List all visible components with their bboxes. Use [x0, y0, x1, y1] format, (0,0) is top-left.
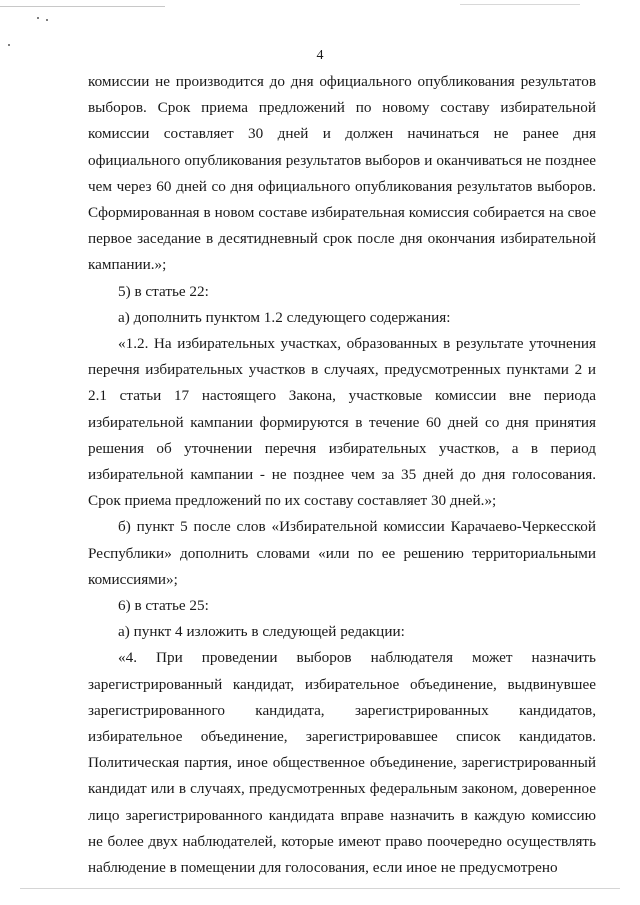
paragraph: б) пункт 5 после слов «Избирательной комиссии Карачаево-Черкесской Республики» дополнить словами «или по ее решению территориальными комиссиями»;: [88, 518, 596, 588]
paragraph: «1.2. На избирательных участках, образованных в результате уточнения перечня избирательных участков в случаях, предусмотренных пунктами 2 и 2.1 статьи 17 настоящего Закона, участковые комиссии вне периода избирательной кампании формируются в течение 60 дней со дня принятия решения об уточнении перечня избирательных участков, а в период избирательной кампании - не позднее чем за 35 дней до дня голосования. Срок приема предложений по их составу составляет 30 дней.»;: [88, 335, 596, 510]
scan-artifact-line: [460, 4, 580, 5]
paragraph: комиссии не производится до дня официального опубликования результатов выборов. Срок приема предложений по новому составу избирательной комиссии составляет 30 дней и должен начинаться не ранее дня официального опубликования результатов выборов и оканчиваться не позднее чем через 60 дней со дня официального опубликования результатов выборов. Сформированная в новом составе избирательная комиссия собирается на свое первое заседание в десятидневный срок после дня окончания избирательной кампании.»;: [88, 73, 596, 274]
scan-artifact-line: [0, 6, 165, 7]
paragraph: 6) в статье 25:: [118, 597, 209, 615]
page-number: 4: [316, 48, 324, 63]
scan-artifact-dot: [8, 44, 10, 46]
scan-artifact-line: [20, 888, 620, 889]
paragraph: а) дополнить пунктом 1.2 следующего содержания:: [118, 308, 451, 326]
paragraph: «4. При проведении выборов наблюдателя может назначить зарегистрированный кандидат, избирательное объединение, выдвинувшее зарегистрированного кандидата, зарегистрированных кандидатов, избирательное объединение, зарегистрировавшее список кандидатов. Политическая партия, иное общественное объединение, зарегистрированный кандидат или в случаях, предусмотренных федеральным законом, доверенное лицо зарегистрированного кандидата вправе назначить в каждую комиссию не более двух наблюдателей, которые имеют право поочередно осуществлять наблюдение в помещении для голосования, если иное не предусмотрено: [88, 649, 596, 877]
document-body: [88, 69, 596, 881]
paragraph: а) пункт 4 изложить в следующей редакции:: [118, 623, 405, 641]
scan-artifact-dot: [46, 19, 48, 21]
paragraph: 5) в статье 22:: [118, 282, 209, 300]
scan-artifact-dot: [37, 17, 39, 19]
